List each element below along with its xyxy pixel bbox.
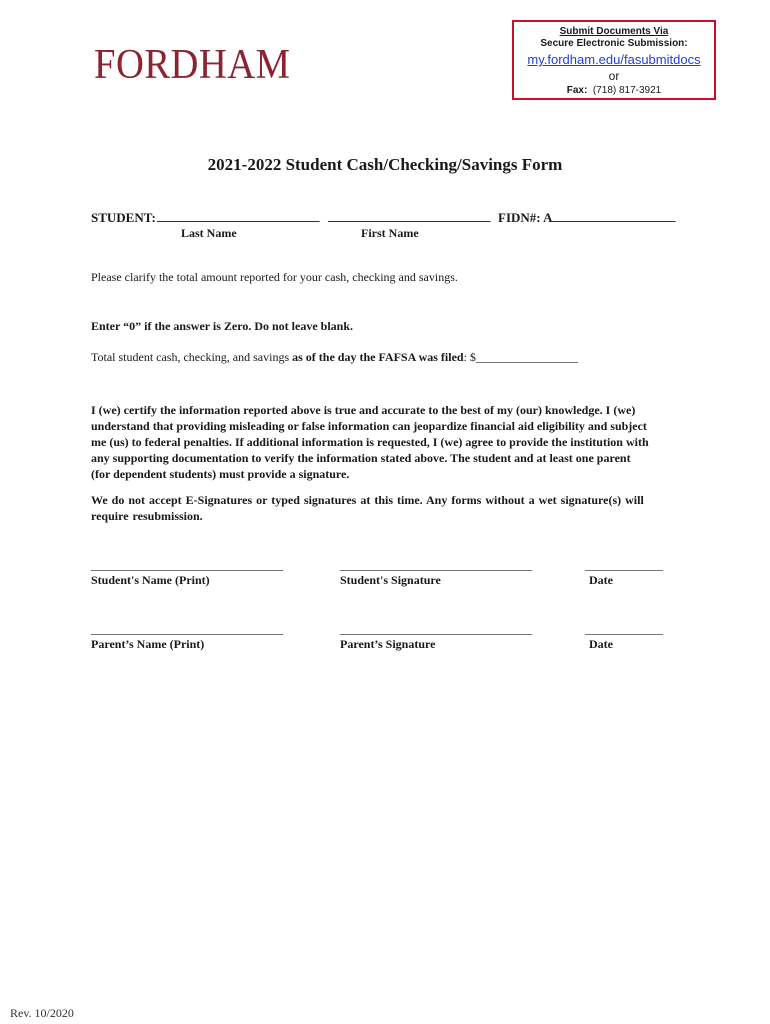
certify-line: me (us) to federal penalties. If additional information is requested, I (we) agree to provide the institution with: [91, 435, 649, 449]
submit-docs-link[interactable]: my.fordham.edu/fasubmitdocs: [527, 52, 701, 67]
parent-date-caption: Date: [589, 637, 613, 651]
esign-line: We do not accept E-Signatures or typed signatures at this time. Any forms without a wet signature(s) will: [91, 493, 644, 507]
certify-line: (for dependent students) must provide a signature.: [91, 467, 350, 481]
certify-line: any supporting documentation to verify the information stated above. The student and at least one parent: [91, 451, 631, 465]
student-name-caption: Student's Name (Print): [91, 573, 210, 587]
parent-signature-caption: Parent’s Signature: [340, 637, 436, 651]
form-title: 2021-2022 Student Cash/Checking/Savings Form: [207, 155, 563, 174]
student-last-name-field[interactable]: _________________________: [157, 208, 320, 223]
total-savings-row: [91, 350, 578, 365]
submit-documents-box: [512, 20, 716, 100]
esign-line: require resubmission.: [91, 509, 203, 523]
certify-line: understand that providing misleading or false information can jeopardize financial aid eligibility and subject: [91, 419, 647, 433]
revision-date: Rev. 10/2020: [10, 1006, 74, 1020]
student-date-caption: Date: [589, 573, 613, 587]
fordham-logo: FORDHAM: [94, 42, 291, 88]
student-first-name-field[interactable]: _________________________: [328, 208, 491, 223]
parent-date-line[interactable]: _____________: [585, 622, 663, 636]
esignature-notice: [91, 492, 691, 524]
parent-signature-line[interactable]: ________________________________: [340, 622, 532, 636]
last-name-caption: Last Name: [181, 226, 237, 240]
fax-info: [514, 85, 714, 96]
instruction-text: Please clarify the total amount reported for your cash, checking and savings.: [91, 270, 458, 284]
total-prefix: Total student cash, checking, and savings: [91, 350, 293, 364]
fax-label: Fax:: [566, 85, 588, 96]
submit-box-heading: Submit Documents Via: [559, 26, 669, 37]
student-label: STUDENT:: [91, 210, 156, 225]
fidn-field[interactable]: ___________________: [552, 208, 676, 223]
student-signature-caption: Student's Signature: [340, 573, 441, 587]
total-amount-field[interactable]: : $_________________: [463, 350, 578, 364]
student-name-line[interactable]: ________________________________: [91, 558, 283, 572]
certification-paragraph: [91, 402, 691, 482]
parent-name-line[interactable]: ________________________________: [91, 622, 283, 636]
certify-line: I (we) certify the information reported above is true and accurate to the best of my (our) knowledge. I (we): [91, 403, 636, 417]
submit-box-or: or: [608, 69, 620, 83]
first-name-caption: First Name: [361, 226, 419, 240]
zero-note: Enter “0” if the answer is Zero. Do not leave blank.: [91, 319, 354, 333]
total-bold-text: as of the day the FAFSA was filed: [292, 350, 464, 364]
fax-number: (718) 817-3921: [592, 85, 662, 96]
submit-box-subheading: Secure Electronic Submission:: [540, 38, 688, 49]
fidn-label: FIDN#: A: [498, 210, 553, 225]
student-signature-line[interactable]: ________________________________: [340, 558, 532, 572]
student-date-line[interactable]: _____________: [585, 558, 663, 572]
parent-name-caption: Parent’s Name (Print): [91, 637, 205, 651]
